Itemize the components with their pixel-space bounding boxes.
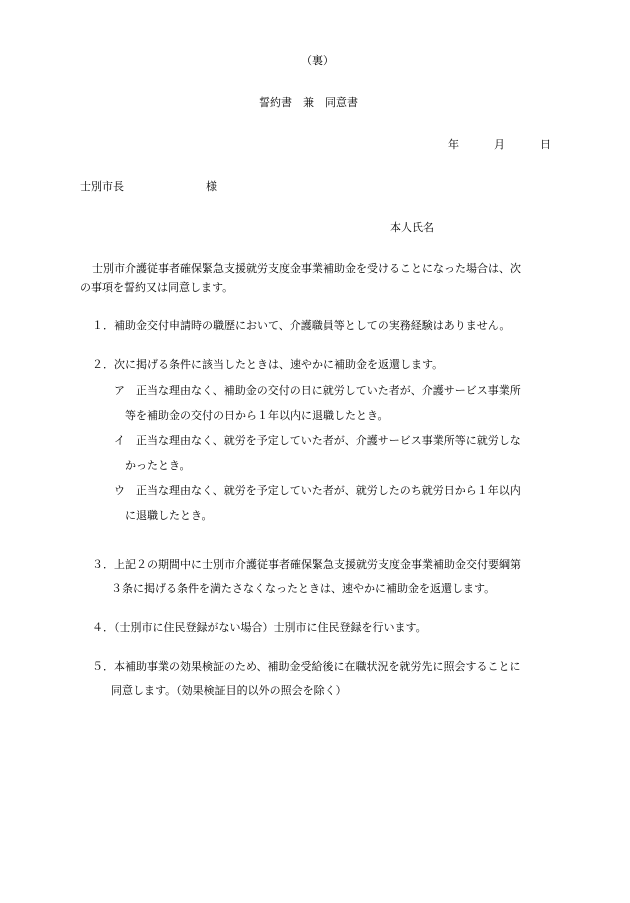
item-2-u-line-1: ウ 正当な理由なく、就労を予定していた者が、就労したのち就労日から１年以内 <box>114 484 521 497</box>
addressee-honorific: 様 <box>206 180 217 193</box>
item-2-u-line-2: に退職したとき。 <box>125 509 213 522</box>
item-5-line-2: 同意します。（効果検証目的以外の照会を除く） <box>111 684 347 697</box>
document-title: 誓約書 兼 同意書 <box>259 96 358 109</box>
item-2-i-line-1: イ 正当な理由なく、就労を予定していた者が、介護サービス事業所等に就労しな <box>114 434 521 447</box>
item-5-line-1: ５．本補助事業の効果検証のため、補助金受給後に在職状況を就労先に照会することに <box>92 660 521 673</box>
item-1: １．補助金交付申請時の職歴において、介護職員等としての実務経験はありません。 <box>92 319 511 332</box>
item-2-a-line-2: 等を補助金の交付の日から１年以内に退職したとき。 <box>125 409 389 422</box>
item-4: ４．（士別市に住民登録がない場合）士別市に住民登録を行います。 <box>92 621 427 634</box>
date-year-label: 年 <box>448 138 459 151</box>
date-month-label: 月 <box>494 138 505 151</box>
item-3-line-1: ３．上記２の期間中に士別市介護従事者確保緊急支援就労支度金事業補助金交付要綱第 <box>92 558 521 571</box>
addressee-name: 士別市長 <box>80 180 124 193</box>
item-2-lead: ２．次に掲げる条件に該当したときは、速やかに補助金を返還します。 <box>92 358 444 371</box>
item-2-i-line-2: かったとき。 <box>125 459 191 472</box>
date-day-label: 日 <box>540 138 551 151</box>
intro-line-1: 士別市介護従事者確保緊急支援就労支度金事業補助金を受けることになった場合は、次 <box>92 262 521 275</box>
item-3-line-2: ３条に掲げる条件を満たさなくなったときは、速やかに補助金を返還します。 <box>111 582 496 595</box>
intro-line-2: の事項を誓約又は同意します。 <box>80 281 234 294</box>
item-2-a-line-1: ア 正当な理由なく、補助金の交付の日に就労していた者が、介護サービス事業所 <box>114 384 521 397</box>
signer-label: 本人氏名 <box>390 221 434 234</box>
side-label: （裏） <box>301 54 334 67</box>
